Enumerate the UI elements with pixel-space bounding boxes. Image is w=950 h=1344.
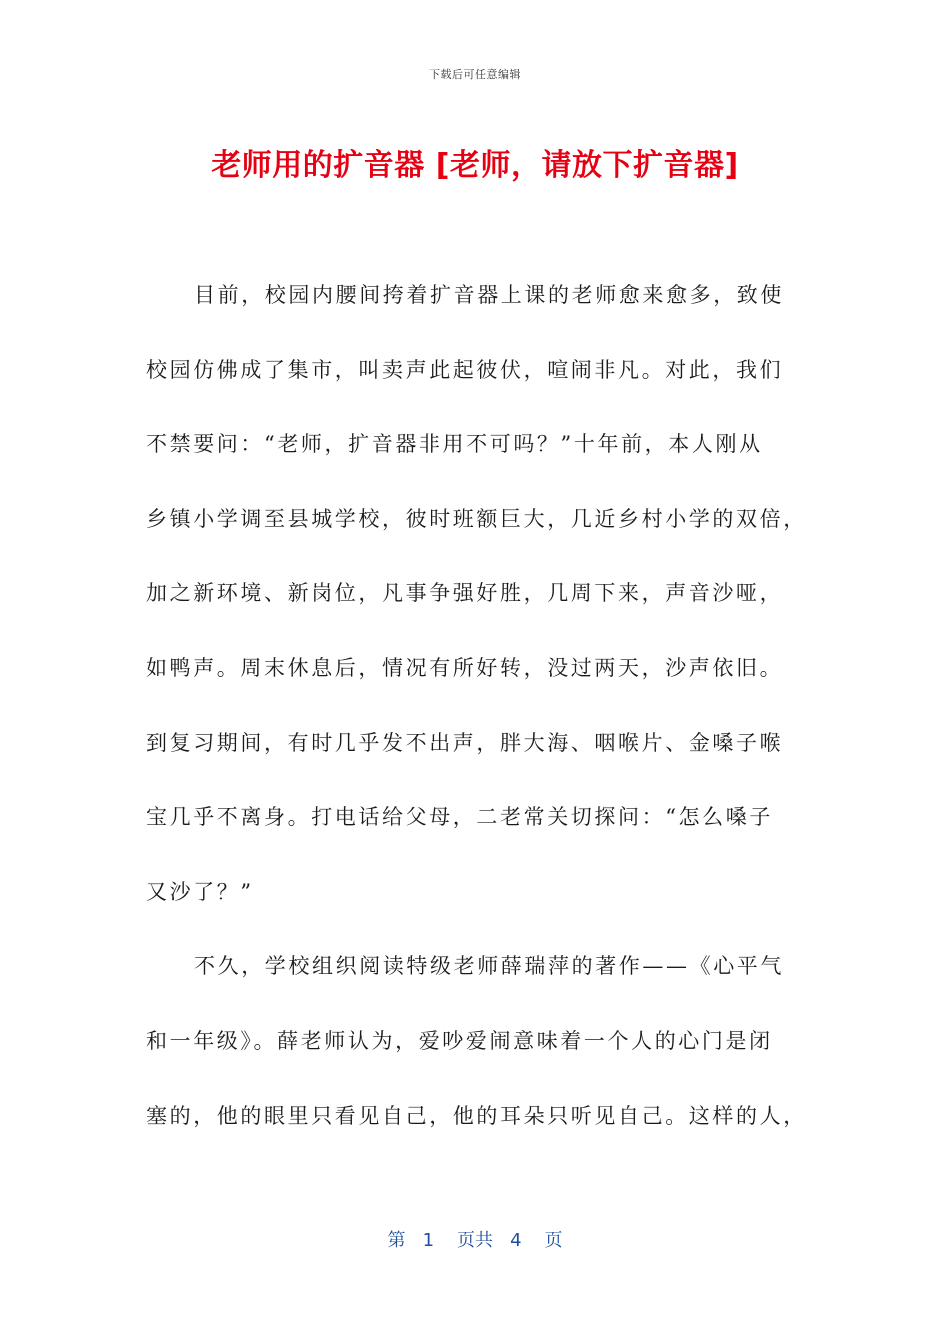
text-line: 加之新环境、新岗位，凡事争强好胜，几周下来，声音沙哑， [146,581,784,606]
page-footer [0,1226,950,1252]
text-line: 目前，校园内腰间挎着扩音器上课的老师愈来愈多，致使 [194,283,784,307]
text-line: 和一年级》。薛老师认为，爱吵爱闹意味着一个人的心门是闭 [146,1028,773,1053]
text-line: 乡镇小学调至县城学校，彼时班额巨大，几近乡村小学的双倍， [146,506,807,531]
text-line: 到复习期间，有时几乎发不出声，胖大海、咽喉片、金嗓子喉 [146,730,784,755]
text-line: 又沙了？” [146,879,254,904]
text-line: 宝几乎不离身。打电话给父母，二老常关切探问：“怎么嗓子 [146,805,773,830]
document-title: 老师用的扩音器 [老师，请放下扩音器] [211,148,739,183]
text-line: 不禁要问：“老师，扩音器非用不可吗？”十年前，本人刚从 [146,432,763,457]
text-line: 校园仿佛成了集市，叫卖声此起彼伏，喧闹非凡。对此，我们 [146,357,784,382]
footer-middle: 页共 [457,1230,493,1251]
footer-suffix: 页 [544,1230,563,1251]
text-line: 如鸭声。周末休息后，情况有所好转，没过两天，沙声依旧。 [146,655,784,680]
footer-prefix: 第 [387,1230,406,1251]
total-pages-number: 4 [510,1230,522,1251]
text-line: 塞的，他的眼里只看见自己，他的耳朵只听见自己。这样的人， [146,1103,807,1128]
body-text [146,274,806,1169]
text-line: 不久，学校组织阅读特级老师薛瑞萍的著作——《心平气 [194,954,784,979]
header-note: 下载后可任意编辑 [429,68,521,81]
current-page-number: 1 [422,1230,435,1251]
